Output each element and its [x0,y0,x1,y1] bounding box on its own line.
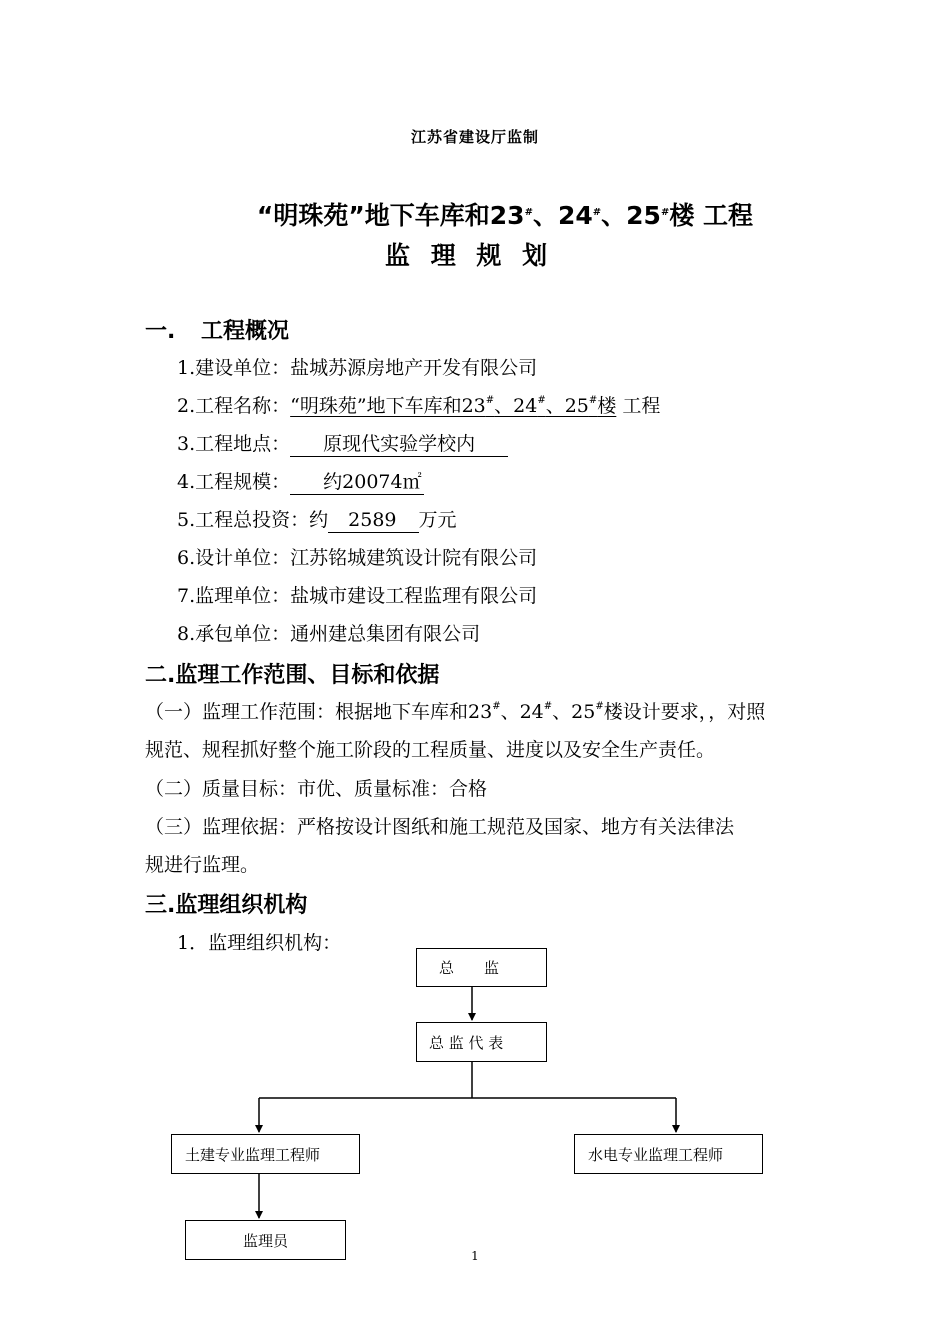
org-box-deputy-supervisor: 总 监 代 表 [416,1022,547,1062]
org-box-civil-engineer: 土建专业监理工程师 [171,1134,360,1174]
basis-paragraph-line1: （三）监理依据：严格按设计图纸和施工规范及国家、地方有关法律法 [145,816,735,838]
item-construction-unit: 1.建设单位：盐城苏源房地产开发有限公司 [177,357,538,379]
quality-target: （二）质量目标：市优、质量标准：合格 [145,778,488,800]
org-box-inspector: 监理员 [185,1220,346,1260]
supervisor-note: 江苏省建设厅监制 [410,128,539,146]
document-title-line1: “明珠苑”地下车库和23#、24#、25#楼 工程 [256,201,754,230]
section3-heading: 三.监理组织机构 [145,893,308,918]
basis-paragraph-line2: 规进行监理。 [145,854,260,876]
scope-paragraph-line1: （一）监理工作范围：根据地下车库和23#、24#、25#楼设计要求，，对照 [145,701,766,723]
org-box-chief-supervisor: 总 监 [416,948,547,987]
section1-heading: 一. 工程概况 [145,319,290,344]
item-project-name: 2.工程名称：“明珠苑”地下车库和23#、24#、25#楼 工程 [177,395,661,417]
page-number: 1 [471,1249,479,1263]
item-supervision-unit: 7.监理单位：盐城市建设工程监理有限公司 [177,585,538,607]
section2-heading: 二.监理工作范围、目标和依据 [145,663,440,688]
document-title-line2: 监 理 规 划 [385,241,554,270]
org-structure-label: 1．监理组织机构： [177,932,342,954]
item-design-unit: 6.设计单位：江苏铭城建筑设计院有限公司 [177,547,538,569]
item-contractor: 8.承包单位：通州建总集团有限公司 [177,623,481,645]
org-box-mep-engineer: 水电专业监理工程师 [574,1134,763,1174]
item-project-location: 3.工程地点： 原现代实验学校内 [177,429,508,457]
item-project-scale: 4.工程规模： 约20074㎡ [177,471,422,493]
scope-paragraph-line2: 规范、规程抓好整个施工阶段的工程质量、进度以及安全生产责任。 [145,739,716,761]
item-total-investment: 5.工程总投资：约 2589 万元 [177,509,457,531]
